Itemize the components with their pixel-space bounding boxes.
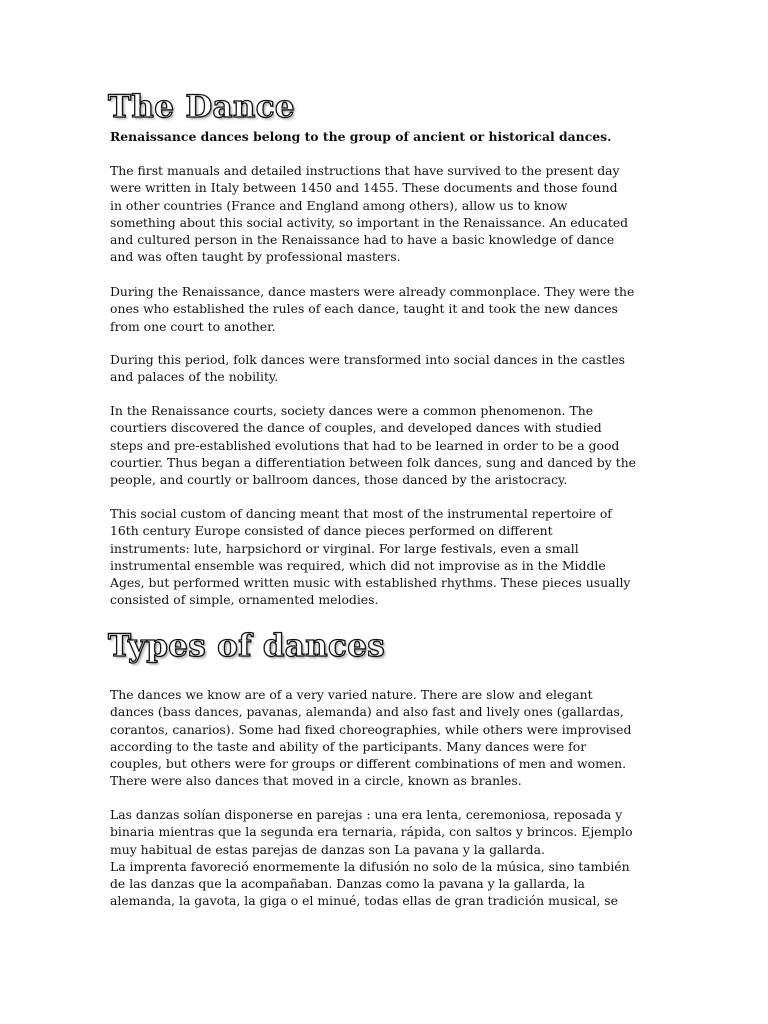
text-line: something about this social activity, so important in the Renaissance. An educated — [110, 214, 629, 230]
text-line: Ages, but performed written music with established rhythms. These pieces usually — [110, 575, 631, 591]
text-line: consisted of simple, ornamented melodies. — [110, 592, 379, 608]
text-line: The dances we know are of a very varied nature. There are slow and elegant — [110, 687, 593, 702]
text-line: according to the taste and ability of the participants. Many dances were for — [110, 738, 587, 754]
text-line: courtiers discovered the dance of couples, and developed dances with studied — [110, 420, 602, 436]
text-line: were written in Italy between 1450 and 1455. These documents and those found — [110, 180, 618, 196]
paragraph-folk-dances — [110, 351, 662, 386]
text-line: binaria mientras que la segunda era ternaria, rápida, con saltos y brincos. Ejemplo — [110, 824, 633, 840]
text-line: dances (bass dances, pavanas, alemanda) and also fast and lively ones (gallardas, — [110, 704, 624, 720]
text-line: and cultured person in the Renaissance had to have a basic knowledge of dance — [110, 232, 615, 248]
paragraph-manuals — [110, 162, 662, 266]
text-line: instruments: lute, harpsichord or virginal. For large festivals, even a small — [110, 540, 579, 556]
text-line: During this period, folk dances were transformed into social dances in the castles — [110, 352, 625, 367]
text-line: steps and pre-established evolutions that had to be learned in order to be a good — [110, 437, 620, 453]
text-line: instrumental ensemble was required, which did not improvise as in the Middle — [110, 557, 606, 573]
text-line: There were also dances that moved in a circle, known as branles. — [110, 773, 522, 789]
text-line: During the Renaissance, dance masters were already commonplace. They were the — [110, 284, 635, 299]
text-line: and palaces of the nobility. — [110, 369, 279, 385]
section-heading-types: Types of dances — [108, 628, 385, 664]
text-line: Las danzas solían disponerse en parejas : una era lenta, ceremoniosa, reposada y — [110, 807, 623, 822]
lead-sentence: Renaissance dances belong to the group of ancient or historical dances. — [110, 129, 612, 144]
paragraph-courts — [110, 402, 662, 488]
text-line: 16th century Europe consisted of dance pieces performed on different — [110, 523, 553, 539]
text-line: in other countries (France and England among others), allow us to know — [110, 197, 568, 213]
text-line: muy habitual de estas parejas de danzas son La pavana y la gallarda. — [110, 841, 545, 857]
text-line: alemanda, la gavota, la giga o el minué, todas ellas de gran tradición musical, se — [110, 893, 618, 909]
text-line: de las danzas que la acompañaban. Danzas como la pavana y la gallarda, la — [110, 876, 585, 892]
text-line: from one court to another. — [110, 318, 276, 334]
paragraph-spanish — [110, 806, 662, 910]
text-line: In the Renaissance courts, society dances were a common phenomenon. The — [110, 403, 594, 418]
text-line: and was often taught by professional masters. — [110, 249, 401, 265]
text-line: La imprenta favoreció enormemente la difusión no solo de la música, sino también — [110, 858, 630, 874]
text-line: people, and courtly or ballroom dances, those danced by the aristocracy. — [110, 472, 568, 488]
text-line: ones who established the rules of each dance, taught it and took the new dances — [110, 301, 618, 317]
text-line: corantos, canarios). Some had fixed choreographies, while others were improvised — [110, 721, 632, 737]
paragraph-instrumental — [110, 505, 662, 609]
text-line: courtier. Thus began a differentiation between folk dances, sung and danced by the — [110, 454, 637, 470]
text-line: couples, but others were for groups or different combinations of men and women. — [110, 756, 627, 772]
page-title: The Dance — [108, 89, 295, 125]
paragraph-dance-masters — [110, 283, 662, 335]
text-line: This social custom of dancing meant that most of the instrumental repertoire of — [110, 506, 612, 521]
paragraph-varied-nature — [110, 686, 662, 790]
text-line: The first manuals and detailed instructions that have survived to the present day — [110, 163, 620, 178]
